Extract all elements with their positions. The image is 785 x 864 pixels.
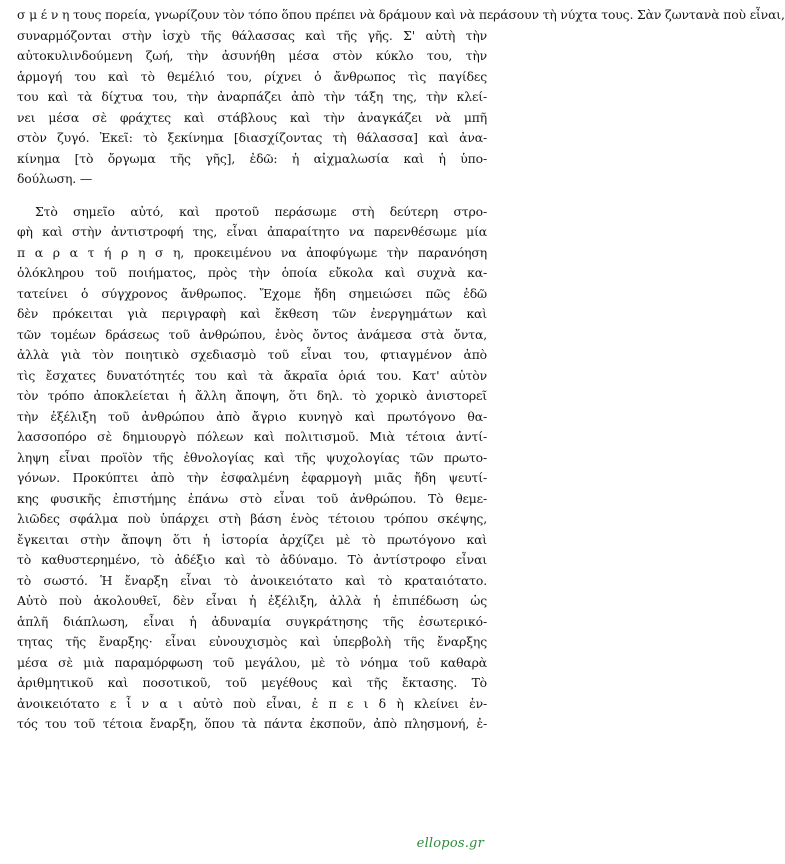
paragraph-gap xyxy=(17,190,487,202)
text-line: ἁπλῆ διάπλωση, εἶναι ἡ ἀδυναμία συγκράτησης τῆς ἐσωτερικό- xyxy=(17,613,487,629)
text-line: λασσοπόρο σὲ δημιουργὸ πόλεων καὶ πολιτισμοῦ. Μιὰ τέτοια ἀντί- xyxy=(17,429,487,444)
text-line: τὴν ἐξέλιξη τοῦ ἀνθρώπου ἀπὸ ἄγριο κυνηγὸ καὶ πρωτόγονο θα- xyxy=(17,408,487,424)
book-page xyxy=(17,5,785,735)
text-line: τατείνει ὁ σύγχρονος ἄνθρωπος. Ἔχομε ἤδη σημειώσει πῶς ἐδῶ xyxy=(17,285,487,301)
text-line: ὁλόκληρου τοῦ ποιήματος, πρὸς τὴν ὁποία εὔκολα καὶ συχνὰ κα- xyxy=(17,265,487,280)
text-line: τὶς ἔσχατες δυνατότητές του καὶ τὰ ἄκραῖα ὁριά του. Κατ' αὐτὸν xyxy=(17,367,487,383)
text-line: ἁρμογή του καὶ τὸ θεμέλιό του, ρίχνει ὁ ἄνθρωπος τὶς παγίδες xyxy=(17,68,487,84)
text-line: του καὶ τὰ δίχτυα του, τὴν ἀναρπάζει ἀπὸ τὴν τάξη της, τὴν κλεί- xyxy=(17,89,487,104)
text-line: ληψη εἶναι προϊὸν τῆς ἐθνολογίας καὶ τῆς ψυχολογίας τῶν πρωτο- xyxy=(17,449,487,465)
site-watermark-link[interactable]: ellopos.gr xyxy=(416,836,484,851)
text-line: Αὐτὸ ποὺ ἀκολουθεῖ, δὲν εἶναι ἡ ἐξέλιξη, ἀλλὰ ἡ ἐπιπέδωση ὡς xyxy=(17,593,487,608)
text-line: δούλωση. — xyxy=(17,171,93,186)
text-line: ἀνοικειότατο ε ἶ ν α ι αὐτὸ ποὺ εἶναι, ἐ π ε ι δ ὴ κλείνει ἐν- xyxy=(17,695,487,711)
text-line: τὸ σωστό. Ἡ ἔναρξη εἶναι τὸ ἀνοικειότατο καὶ τὸ κραταιότατο. xyxy=(17,572,487,588)
text-line: κης φυσικῆς ἐπιστήμης ἐπάνω στὸ εἶναι τοῦ ἀνθρώπου. Τὸ θεμε- xyxy=(17,490,487,506)
text-line: κίνημα [τὸ ὄργωμα τῆς γῆς], ἐδῶ: ἡ αἰχμαλωσία καὶ ἡ ὑπο- xyxy=(17,150,487,166)
text-line: τὸ καθυστερημένο, τὸ ἀδέξιο καὶ τὸ ἀδύναμο. Τὸ ἀντίστροφο εἶναι xyxy=(17,552,487,567)
paragraph-1 xyxy=(17,5,785,190)
text-line: ἔγκειται στὴν ἄποψη ὅτι ἡ ἱστορία ἀρχίζει μὲ τὸ πρωτόγονο καὶ xyxy=(17,531,487,547)
text-line: Στὸ σημεῖο αὐτό, καὶ προτοῦ περάσωμε στὴ δεύτερη στρο- xyxy=(35,203,487,219)
text-line: τῶν τομέων δράσεως τοῦ ἀνθρώπου, ἑνὸς ὄντος ἀνάμεσα στὰ ὄντα, xyxy=(17,326,487,342)
text-line: π α ρ α τ ή ρ η σ η, προκειμένου να ἀποφύγωμε τὴν παρανόηση xyxy=(17,244,487,260)
text-line: μέσα σὲ μιὰ παραμόρφωση τοῦ μεγάλου, μὲ τὸ νόημα τοῦ καθαρὰ xyxy=(17,654,487,670)
text-line: στὸν ζυγό. Ἐκεῖ: τὸ ξεκίνημα [διασχίζοντας τὴ θάλασσα] καὶ ἀνα- xyxy=(17,130,487,145)
text-line: δὲν πρόκειται γιὰ περιγραφὴ καὶ ἔκθεση τῶν ἐνεργημάτων καὶ xyxy=(17,306,487,321)
text-line: φὴ καὶ στὴν ἀντιστροφή της, εἶναι ἀπαραίτητο να παρενθέσωμε μία xyxy=(17,224,487,239)
text-line: λιῶδες σφάλμα ποὺ ὑπάρχει στὴ βάση ἑνὸς τέτοιου τρόπου σκέψης, xyxy=(17,511,487,526)
paragraph-2 xyxy=(17,202,487,735)
text-line: συναρμόζονται στὴν ἰσχὺ τῆς θάλασσας καὶ τῆς γῆς. Σ' αὐτὴ τὴν xyxy=(17,27,487,43)
text-line: ἀλλὰ γιὰ τὸν ποιητικὸ σχεδιασμὸ τοῦ εἶναι του, φτιαγμένον ἀπὸ xyxy=(17,347,487,362)
text-line: γόνων. Προκύπτει ἀπὸ τὴν ἐσφαλμένη ἐφαρμογὴ μιᾶς ἤδη ψευτί- xyxy=(17,470,487,485)
text-line: νει μέσα σὲ φράχτες καὶ στάβλους καὶ τὴν ἀναγκάζει νὰ μπῆ xyxy=(17,109,487,125)
text-line: τητας τῆς ἔναρξης· εἶναι εὐνουχισμὸς καὶ ὑπερβολὴ τῆς ἔναρξης xyxy=(17,634,487,649)
text-line: τὸν τρόπο ἀποκλείεται ἡ ἄλλη ἄποψη, ὅτι δηλ. τὸ χορικὸ ἀνιστορεῖ xyxy=(17,388,487,403)
text-line: ἀριθμητικοῦ καὶ ποσοτικοῦ, τοῦ μεγέθους καὶ τῆς ἔκτασης. Τὸ xyxy=(17,675,487,690)
text-line: σ μ έ ν η τους πορεία, γνωρίζουν τὸν τόπο ὅπου πρέπει νὰ δράμουν καὶ νὰ περάσουν τὴ νύχτα τους. Σὰν ζωντανὰ ποὺ εἶναι, xyxy=(17,7,785,22)
text-line: αὐτοκυλινδούμενη ζωή, τὴν ἀσυνήθη μέσα στὸν κύκλο του, τὴν xyxy=(17,48,487,63)
text-line: τός του τοῦ τέτοια ἔναρξη, ὅπου τὰ πάντα ἐκσποῦν, ἀπὸ πλησμονή, ἐ- xyxy=(17,716,487,731)
